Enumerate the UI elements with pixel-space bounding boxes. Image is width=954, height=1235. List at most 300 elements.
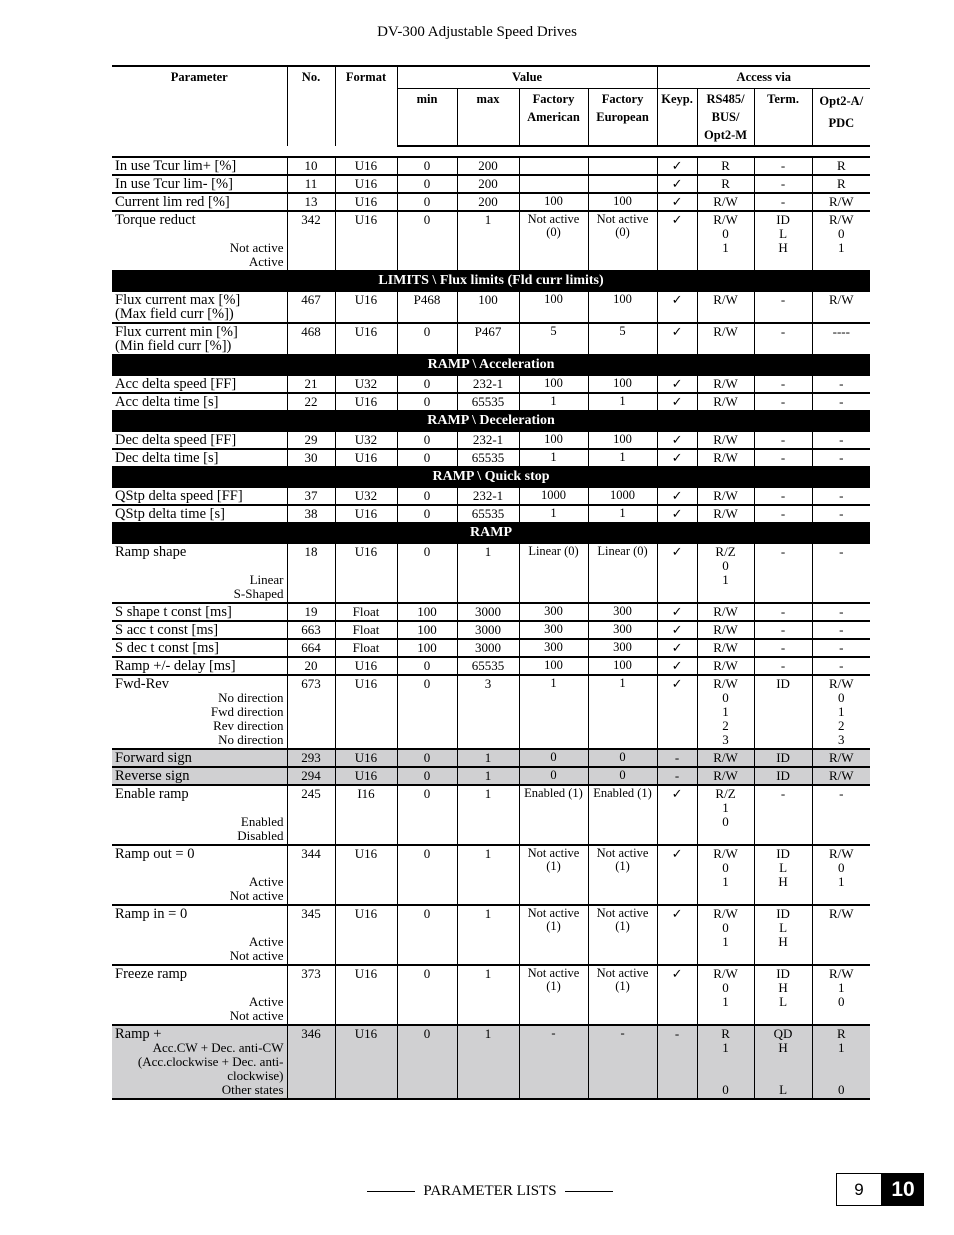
rs485-access: [697, 675, 754, 749]
opt2a-access-line: [816, 1055, 868, 1069]
value-min: 100: [397, 621, 457, 639]
rs485-access-line: 3: [722, 732, 729, 747]
opt2a-access: [812, 543, 870, 603]
opt2a-access: [812, 393, 870, 411]
opt2a-access-line: -: [839, 506, 844, 521]
param-name: Ramp +: [115, 1026, 162, 1042]
table-row: [112, 965, 870, 1025]
table-row: [112, 543, 870, 603]
opt2a-access: [812, 905, 870, 965]
param-name: Ramp in = 0: [115, 906, 188, 922]
rs485-access-line: R/W: [713, 906, 738, 921]
factory-american: 100: [519, 431, 588, 449]
factory-american: [519, 175, 588, 193]
header-max: max: [457, 89, 519, 147]
param-cell: [112, 621, 287, 639]
factory-european: [588, 157, 657, 175]
param-cell: [112, 393, 287, 411]
header-value: Value: [397, 66, 657, 89]
option-label: Enabled: [240, 814, 284, 829]
param-number: 345: [287, 905, 335, 965]
section-header: [112, 467, 870, 487]
terminal-access-line: -: [780, 658, 786, 673]
param-cell: [112, 1025, 287, 1099]
param-number: 37: [287, 487, 335, 505]
factory-american: 1: [519, 675, 588, 749]
param-format: U16: [335, 767, 397, 785]
factory-american: Not active (1): [519, 965, 588, 1025]
opt2a-access: [812, 1025, 870, 1099]
param-number: 19: [287, 603, 335, 621]
section-header: [112, 411, 870, 431]
terminal-access-line: -: [780, 158, 786, 173]
opt2a-access: [812, 449, 870, 467]
param-number: 294: [287, 767, 335, 785]
value-min: 0: [397, 323, 457, 355]
value-min: 0: [397, 749, 457, 767]
terminal-access: [754, 193, 812, 211]
opt2a-access: [812, 845, 870, 905]
param-cell: [112, 431, 287, 449]
table-row: [112, 1025, 870, 1099]
rs485-access-line: 1: [722, 874, 729, 889]
terminal-access-line: L: [779, 920, 788, 935]
param-name: S shape t const [ms]: [115, 604, 232, 620]
opt2a-access: [812, 157, 870, 175]
rs485-access: [697, 431, 754, 449]
header-rs485: RS485/ BUS/ Opt2-M: [697, 89, 754, 147]
factory-european: 100: [588, 431, 657, 449]
rs485-access-line: R/W: [713, 394, 738, 409]
opt2a-access: [812, 621, 870, 639]
param-cell: [112, 543, 287, 603]
opt2a-access-line: 1: [838, 980, 845, 995]
table-row: [112, 603, 870, 621]
param-name: Forward sign: [115, 750, 192, 766]
param-format: U16: [335, 749, 397, 767]
opt2a-access-line: 1: [838, 704, 845, 719]
rs485-access-line: R/W: [713, 658, 738, 673]
opt2a-access-line: -: [839, 658, 844, 673]
factory-european: 1: [588, 449, 657, 467]
terminal-access-line: -: [780, 786, 786, 801]
param-name: Dec delta speed [FF]: [115, 432, 237, 448]
factory-european: 300: [588, 603, 657, 621]
param-number: 30: [287, 449, 335, 467]
rs485-access: [697, 505, 754, 523]
rs485-access-line: R: [721, 176, 730, 191]
opt2a-access-line: ----: [832, 324, 850, 339]
rs485-access-line: R: [721, 1026, 730, 1041]
option-label: [115, 861, 284, 875]
param-cell: [112, 657, 287, 675]
param-options: [115, 981, 284, 1023]
table-row: [112, 375, 870, 393]
terminal-access: [754, 505, 812, 523]
opt2a-access: [812, 785, 870, 845]
opt2a-access: [812, 675, 870, 749]
rs485-access: [697, 603, 754, 621]
rs485-access-line: R/W: [713, 212, 738, 227]
table-row: [112, 193, 870, 211]
value-min: P468: [397, 291, 457, 323]
param-format: I16: [335, 785, 397, 845]
param-number: 663: [287, 621, 335, 639]
section-header: [112, 523, 870, 543]
terminal-access: [754, 657, 812, 675]
param-name: S dec t const [ms]: [115, 640, 219, 656]
option-label: No direction: [218, 690, 284, 705]
terminal-access-line: [758, 1055, 809, 1069]
value-min: 0: [397, 375, 457, 393]
opt2a-access-line: 1: [838, 240, 845, 255]
terminal-access: [754, 749, 812, 767]
param-cell: [112, 449, 287, 467]
terminal-access: [754, 603, 812, 621]
param-name: QStp delta time [s]: [115, 506, 225, 522]
factory-american: 100: [519, 291, 588, 323]
value-max: 100: [457, 291, 519, 323]
table-row: [112, 905, 870, 965]
opt2a-access: [812, 323, 870, 355]
factory-european: 0: [588, 749, 657, 767]
param-format: U16: [335, 845, 397, 905]
keypad-access: ✓: [657, 175, 697, 193]
table-row: [112, 749, 870, 767]
rs485-access-line: [701, 1055, 751, 1069]
value-min: 0: [397, 845, 457, 905]
param-cell: [112, 749, 287, 767]
param-cell: [112, 211, 287, 271]
factory-american: 300: [519, 639, 588, 657]
param-number: 673: [287, 675, 335, 749]
param-name: Flux current min [%]: [115, 324, 238, 340]
value-max: 65535: [457, 393, 519, 411]
value-min: 0: [397, 785, 457, 845]
header-parameter: Parameter: [112, 66, 287, 146]
rs485-access-line: R/W: [713, 966, 738, 981]
terminal-access-line: ID: [776, 750, 790, 765]
factory-american: 100: [519, 193, 588, 211]
param-number: 293: [287, 749, 335, 767]
terminal-access: [754, 487, 812, 505]
rs485-access-line: 1: [722, 994, 729, 1009]
keypad-access: ✓: [657, 675, 697, 749]
param-cell: [112, 323, 287, 355]
option-label: Not active: [229, 240, 284, 255]
keypad-access: ✓: [657, 375, 697, 393]
table-row: [112, 393, 870, 411]
value-min: 0: [397, 657, 457, 675]
terminal-access: [754, 785, 812, 845]
opt2a-access-line: R/W: [829, 768, 854, 783]
option-label: Acc.CW + Dec. anti-CW: [152, 1040, 284, 1055]
param-format: U16: [335, 157, 397, 175]
table-row: [112, 431, 870, 449]
opt2a-access-line: 0: [838, 860, 845, 875]
option-label: Active: [248, 254, 284, 269]
section-header: [112, 355, 870, 375]
keypad-access: ✓: [657, 845, 697, 905]
value-min: 0: [397, 543, 457, 603]
opt2a-access-line: -: [839, 432, 844, 447]
header-factory-european: Factory European: [588, 89, 657, 147]
rs485-access-line: R/W: [713, 676, 738, 691]
section-title: RAMP \ Deceleration: [112, 411, 870, 431]
terminal-access: [754, 393, 812, 411]
terminal-access: [754, 639, 812, 657]
factory-european: 1000: [588, 487, 657, 505]
rs485-access-line: [701, 1069, 751, 1083]
factory-european: 0: [588, 767, 657, 785]
rs485-access-line: 0: [722, 226, 729, 241]
value-min: 0: [397, 431, 457, 449]
terminal-access-line: H: [778, 1040, 788, 1055]
rs485-access: [697, 621, 754, 639]
opt2a-access-line: R/W: [829, 966, 854, 981]
rs485-access: [697, 905, 754, 965]
terminal-access-line: ID: [776, 846, 790, 861]
table-row: [112, 621, 870, 639]
opt2a-access: [812, 657, 870, 675]
factory-european: Not active (0): [588, 211, 657, 271]
header-opt2a: Opt2-A/ PDC: [812, 89, 870, 147]
factory-european: 100: [588, 657, 657, 675]
value-max: 3000: [457, 639, 519, 657]
param-format: U16: [335, 323, 397, 355]
rs485-access-line: 2: [722, 718, 729, 733]
table-row: [112, 785, 870, 845]
opt2a-access-line: -: [839, 376, 844, 391]
opt2a-access-line: 0: [838, 226, 845, 241]
option-label: [115, 981, 284, 995]
keypad-access: ✓: [657, 487, 697, 505]
opt2a-access-line: -: [839, 544, 844, 559]
factory-european: Linear (0): [588, 543, 657, 603]
param-cell: [112, 505, 287, 523]
factory-american: [519, 157, 588, 175]
terminal-access: [754, 675, 812, 749]
param-name: Acc delta time [s]: [115, 394, 219, 410]
value-max: 232-1: [457, 487, 519, 505]
rs485-access-line: 1: [722, 240, 729, 255]
value-min: 0: [397, 157, 457, 175]
terminal-access: [754, 543, 812, 603]
rs485-access: [697, 375, 754, 393]
terminal-access: [754, 449, 812, 467]
opt2a-access: [812, 175, 870, 193]
opt2a-access-line: R/W: [829, 750, 854, 765]
value-min: 0: [397, 965, 457, 1025]
param-name: Flux current max [%]: [115, 292, 241, 308]
opt2a-access-line: -: [839, 786, 844, 801]
table-row: [112, 845, 870, 905]
option-label: clockwise): [227, 1068, 284, 1083]
param-format: U16: [335, 1025, 397, 1099]
value-max: 232-1: [457, 375, 519, 393]
rs485-access-line: R/W: [713, 324, 738, 339]
terminal-access-line: QD: [773, 1026, 793, 1041]
header-access: Access via: [657, 66, 870, 89]
rs485-access: [697, 767, 754, 785]
keypad-access: ✓: [657, 657, 697, 675]
rs485-access-line: 0: [722, 814, 729, 829]
rs485-access-line: 1: [722, 800, 729, 815]
factory-european: 5: [588, 323, 657, 355]
value-min: 0: [397, 505, 457, 523]
factory-european: 300: [588, 621, 657, 639]
terminal-access: [754, 905, 812, 965]
value-max: 200: [457, 157, 519, 175]
rs485-access-line: R/W: [713, 506, 738, 521]
factory-european: 100: [588, 193, 657, 211]
param-number: 664: [287, 639, 335, 657]
param-format: U16: [335, 175, 397, 193]
param-name: QStp delta speed [FF]: [115, 488, 243, 504]
param-number: 245: [287, 785, 335, 845]
param-name: Ramp out = 0: [115, 846, 195, 862]
factory-american: Not active (0): [519, 211, 588, 271]
keypad-access: ✓: [657, 965, 697, 1025]
terminal-access-line: [758, 1069, 809, 1083]
factory-american: 300: [519, 621, 588, 639]
section-title: LIMITS \ Flux limits (Fld curr limits): [112, 271, 870, 291]
terminal-access-line: -: [780, 292, 786, 307]
param-name: In use Tcur lim+ [%]: [115, 158, 237, 174]
factory-european: Not active (1): [588, 965, 657, 1025]
opt2a-access: [812, 375, 870, 393]
value-max: 1: [457, 749, 519, 767]
terminal-access-line: L: [779, 860, 788, 875]
rs485-access-line: 0: [722, 920, 729, 935]
opt2a-access-line: R/W: [829, 676, 854, 691]
param-number: 29: [287, 431, 335, 449]
rs485-access: [697, 1025, 754, 1099]
terminal-access-line: ID: [776, 768, 790, 783]
terminal-access-line: H: [778, 874, 788, 889]
opt2a-access-line: R/W: [829, 212, 854, 227]
option-label: (Acc.clockwise + Dec. anti-: [137, 1054, 284, 1069]
param-format: U16: [335, 291, 397, 323]
keypad-access: ✓: [657, 291, 697, 323]
param-cell: [112, 175, 287, 193]
footer-label: PARAMETER LISTS: [423, 1183, 557, 1199]
value-min: 0: [397, 193, 457, 211]
rs485-access-line: R/W: [713, 640, 738, 655]
param-format: U16: [335, 657, 397, 675]
option-label: Not active: [229, 888, 284, 903]
rs485-access-line: R/W: [713, 750, 738, 765]
param-cell: [112, 157, 287, 175]
keypad-access: -: [657, 749, 697, 767]
keypad-access: ✓: [657, 905, 697, 965]
rs485-access-line: R/W: [713, 604, 738, 619]
factory-european: 1: [588, 393, 657, 411]
factory-european: [588, 175, 657, 193]
param-name: In use Tcur lim- [%]: [115, 176, 233, 192]
section-title: RAMP \ Quick stop: [112, 467, 870, 487]
rs485-access: [697, 393, 754, 411]
factory-american: Linear (0): [519, 543, 588, 603]
factory-european: 100: [588, 291, 657, 323]
rs485-access: [697, 965, 754, 1025]
param-format: U16: [335, 675, 397, 749]
param-cell: [112, 785, 287, 845]
value-max: 65535: [457, 449, 519, 467]
opt2a-access: [812, 431, 870, 449]
value-max: 1: [457, 211, 519, 271]
section-title: RAMP: [112, 523, 870, 543]
rs485-access: [697, 487, 754, 505]
option-label: Disabled: [237, 828, 284, 843]
param-cell: [112, 193, 287, 211]
value-max: 1: [457, 965, 519, 1025]
keypad-access: ✓: [657, 193, 697, 211]
keypad-access: ✓: [657, 323, 697, 355]
opt2a-access-line: 0: [838, 690, 845, 705]
terminal-access-line: -: [780, 376, 786, 391]
factory-european: 1: [588, 675, 657, 749]
param-format: Float: [335, 621, 397, 639]
header-format: Format: [335, 66, 397, 146]
param-cell: [112, 603, 287, 621]
table-row: [112, 211, 870, 271]
param-name: Ramp shape: [115, 544, 187, 560]
value-max: 3000: [457, 603, 519, 621]
param-number: 346: [287, 1025, 335, 1099]
factory-european: 1: [588, 505, 657, 523]
terminal-access: [754, 375, 812, 393]
value-max: 1: [457, 767, 519, 785]
terminal-access-line: ID: [776, 676, 790, 691]
param-number: 10: [287, 157, 335, 175]
param-name: Torque reduct: [115, 212, 196, 228]
terminal-access: [754, 175, 812, 193]
param-cell: [112, 291, 287, 323]
value-max: P467: [457, 323, 519, 355]
param-number: 13: [287, 193, 335, 211]
param-cell: [112, 767, 287, 785]
keypad-access: ✓: [657, 785, 697, 845]
terminal-access: [754, 157, 812, 175]
keypad-access: ✓: [657, 449, 697, 467]
terminal-access-line: -: [780, 394, 786, 409]
page-title: DV-300 Adjustable Speed Drives: [377, 24, 577, 40]
terminal-access-line: -: [780, 640, 786, 655]
terminal-access-line: -: [780, 194, 786, 209]
rs485-access-line: 1: [722, 572, 729, 587]
terminal-access-line: L: [779, 226, 788, 241]
factory-european: 300: [588, 639, 657, 657]
factory-american: -: [519, 1025, 588, 1099]
option-label: [115, 559, 284, 573]
param-number: 21: [287, 375, 335, 393]
param-number: 22: [287, 393, 335, 411]
option-label: Not active: [229, 1008, 284, 1023]
keypad-access: ✓: [657, 157, 697, 175]
opt2a-access-line: 1: [838, 1040, 845, 1055]
value-max: 65535: [457, 505, 519, 523]
param-name: Reverse sign: [115, 768, 190, 784]
table-body: [112, 157, 870, 1099]
rs485-access-line: R: [721, 158, 730, 173]
table-row: [112, 657, 870, 675]
opt2a-access: [812, 965, 870, 1025]
rs485-access-line: 0: [722, 980, 729, 995]
keypad-access: ✓: [657, 211, 697, 271]
page-number: 9: [836, 1173, 882, 1206]
value-max: 3000: [457, 621, 519, 639]
